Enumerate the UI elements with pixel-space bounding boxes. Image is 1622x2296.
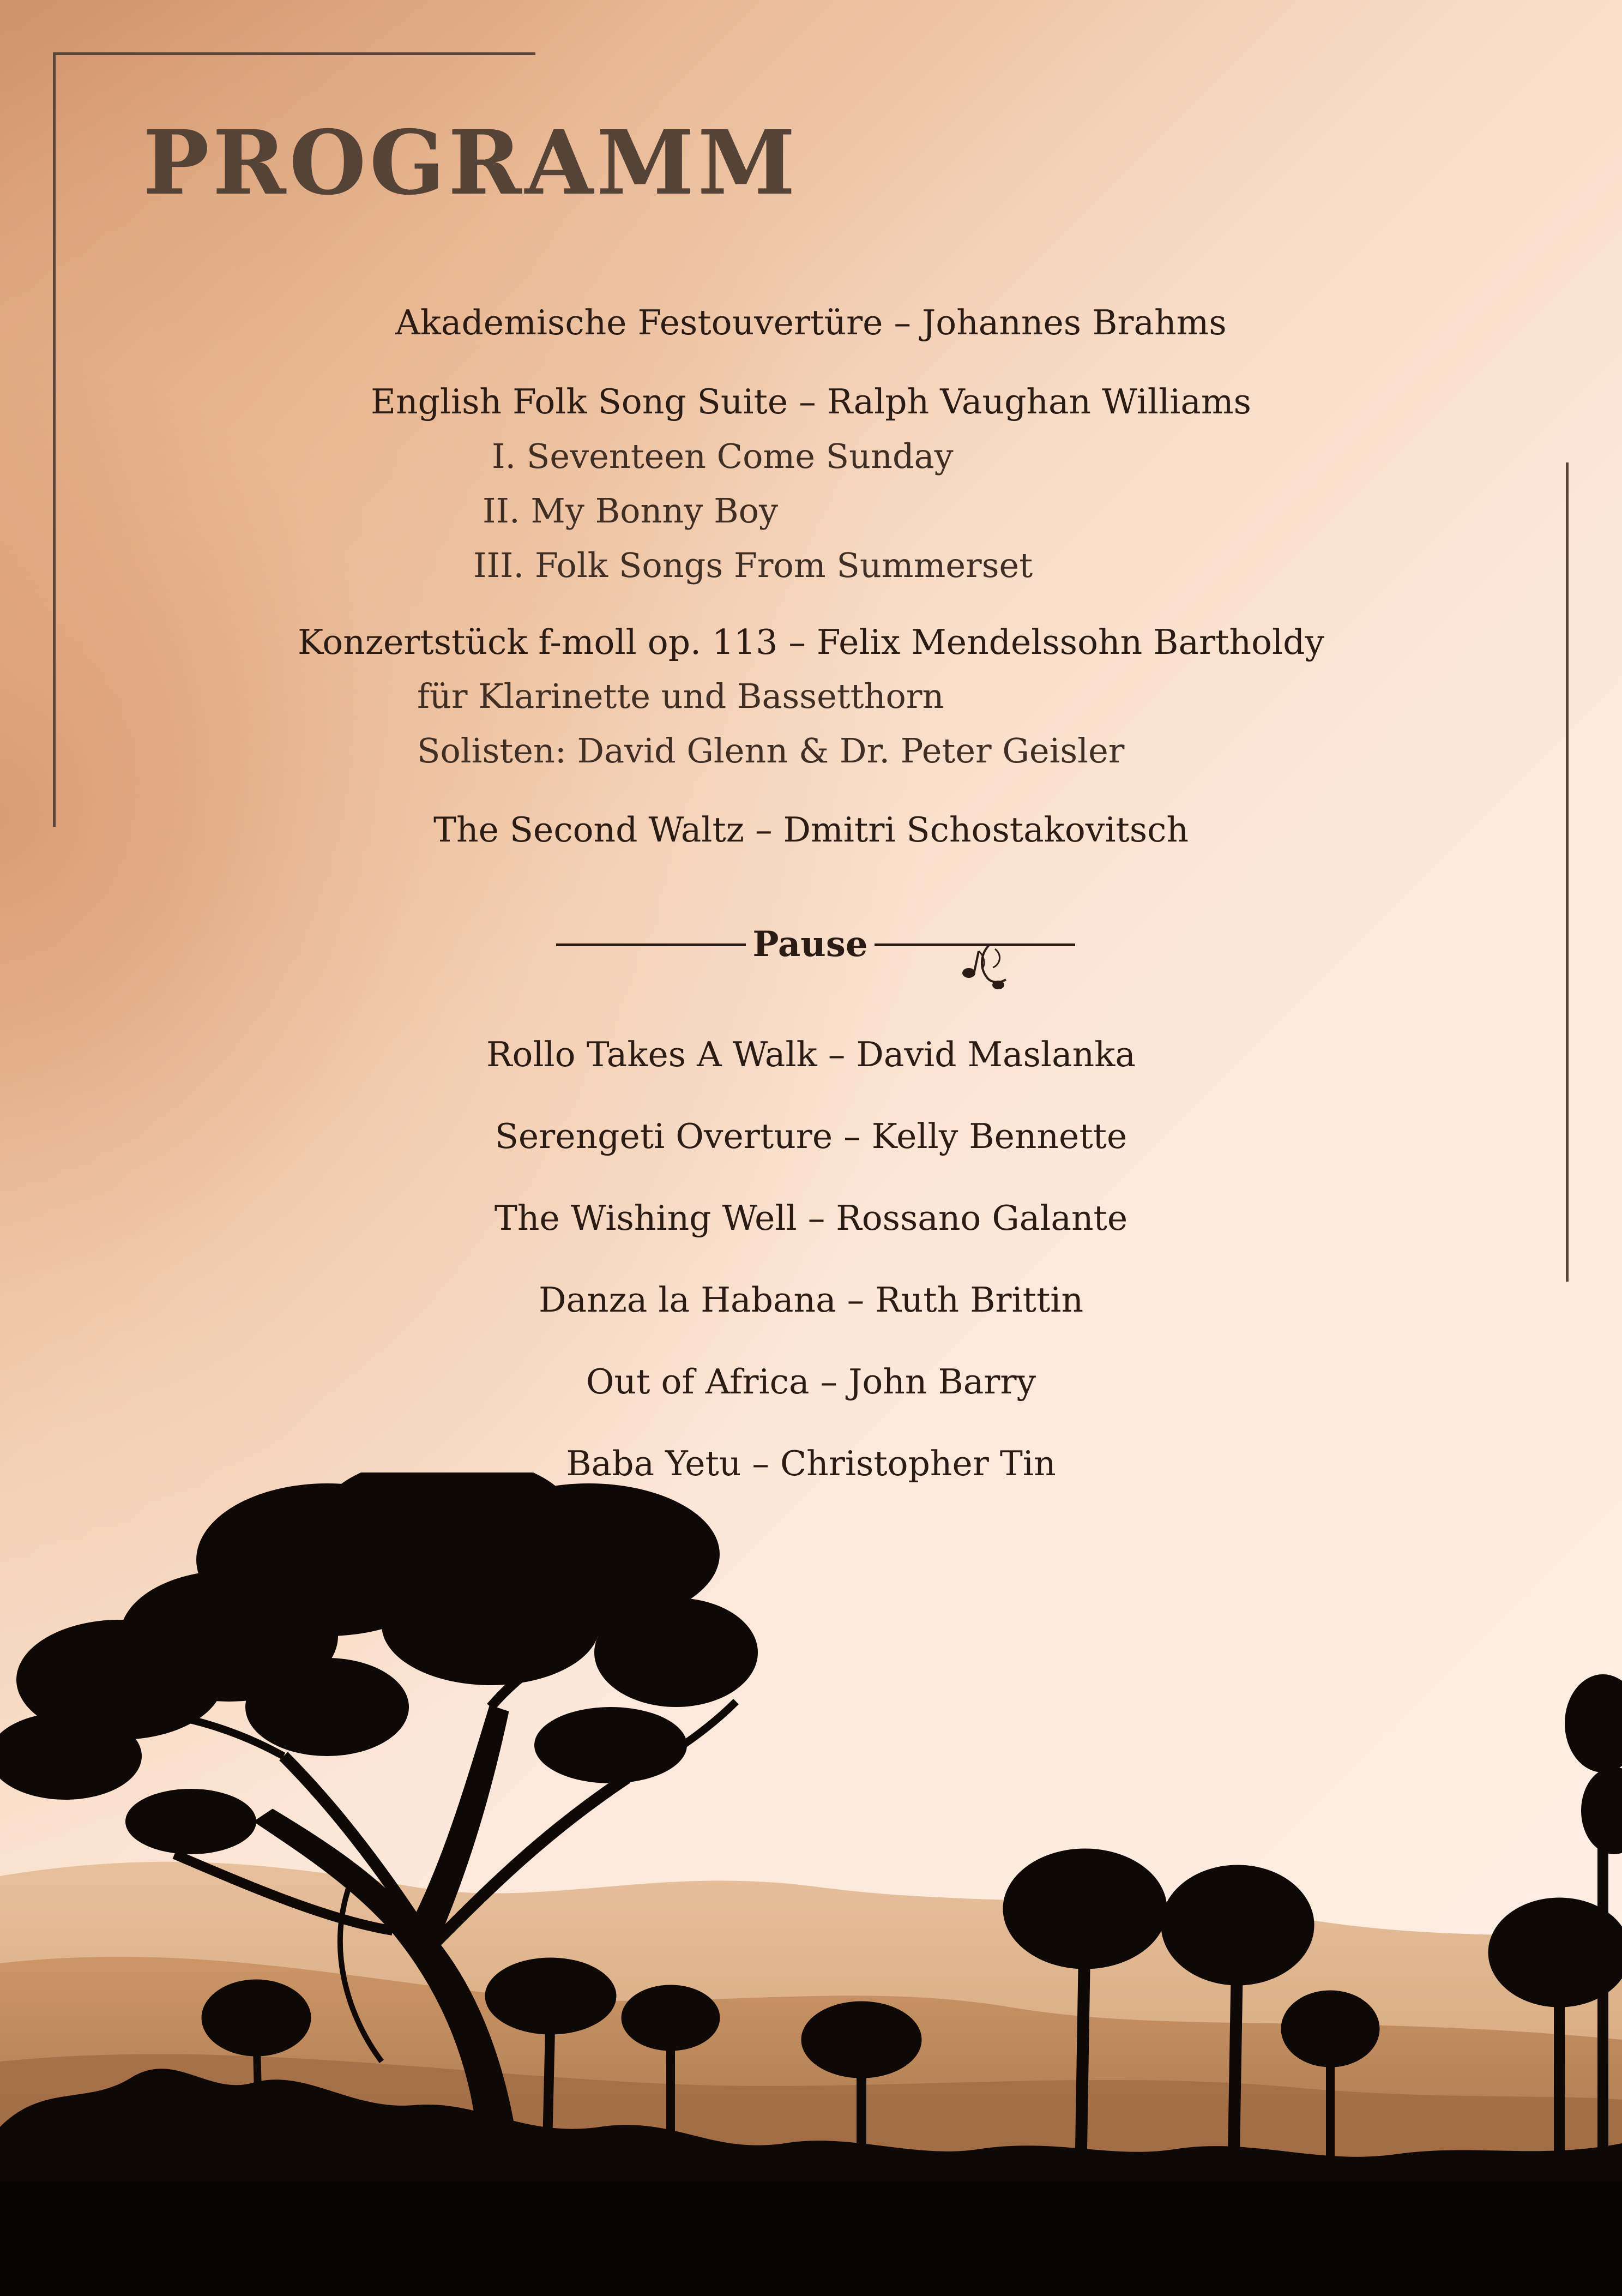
program-item-galante: The Wishing Well – Rossano Galante <box>494 1198 1128 1238</box>
program-item-mendelssohn: Konzertstück f-moll op. 113 – Felix Mendelssohn Bartholdy <box>297 622 1325 662</box>
program-item-brahms: Akademische Festouvertüre – Johannes Brahms <box>395 303 1227 342</box>
frame-line-left <box>53 52 56 827</box>
program-item-tin: Baba Yetu – Christopher Tin <box>566 1444 1056 1483</box>
program-item-barry: Out of Africa – John Barry <box>586 1362 1036 1402</box>
program-item-soloists: Solisten: David Glenn & Dr. Peter Geisler <box>417 731 1125 771</box>
program-item-maslanka: Rollo Takes A Walk – David Maslanka <box>486 1035 1136 1074</box>
music-note-ornament-icon <box>957 939 1033 994</box>
program-item-detail: für Klarinette und Bassetthorn <box>417 676 944 716</box>
desert-landscape-illustration <box>0 1472 1622 2296</box>
frame-line-right <box>1566 462 1569 1282</box>
program-item-vaughan-williams: English Folk Song Suite – Ralph Vaughan Williams <box>370 382 1252 422</box>
program-item-bennette: Serengeti Overture – Kelly Bennette <box>495 1116 1127 1156</box>
page-title: PROGRAMM <box>143 111 799 215</box>
movement-item: III. Folk Songs From Summerset <box>473 545 1033 585</box>
pause-rule-left <box>556 943 746 946</box>
pause-label: Pause <box>752 924 868 965</box>
movement-item: I. Seventeen Come Sunday <box>492 436 954 476</box>
pause-divider <box>556 919 1063 996</box>
frame-line-top <box>53 52 535 55</box>
program-item-brittin: Danza la Habana – Ruth Brittin <box>538 1280 1084 1320</box>
movement-item: II. My Bonny Boy <box>483 491 779 531</box>
program-item-schostakovitsch: The Second Waltz – Dmitri Schostakovitsch <box>433 810 1189 850</box>
